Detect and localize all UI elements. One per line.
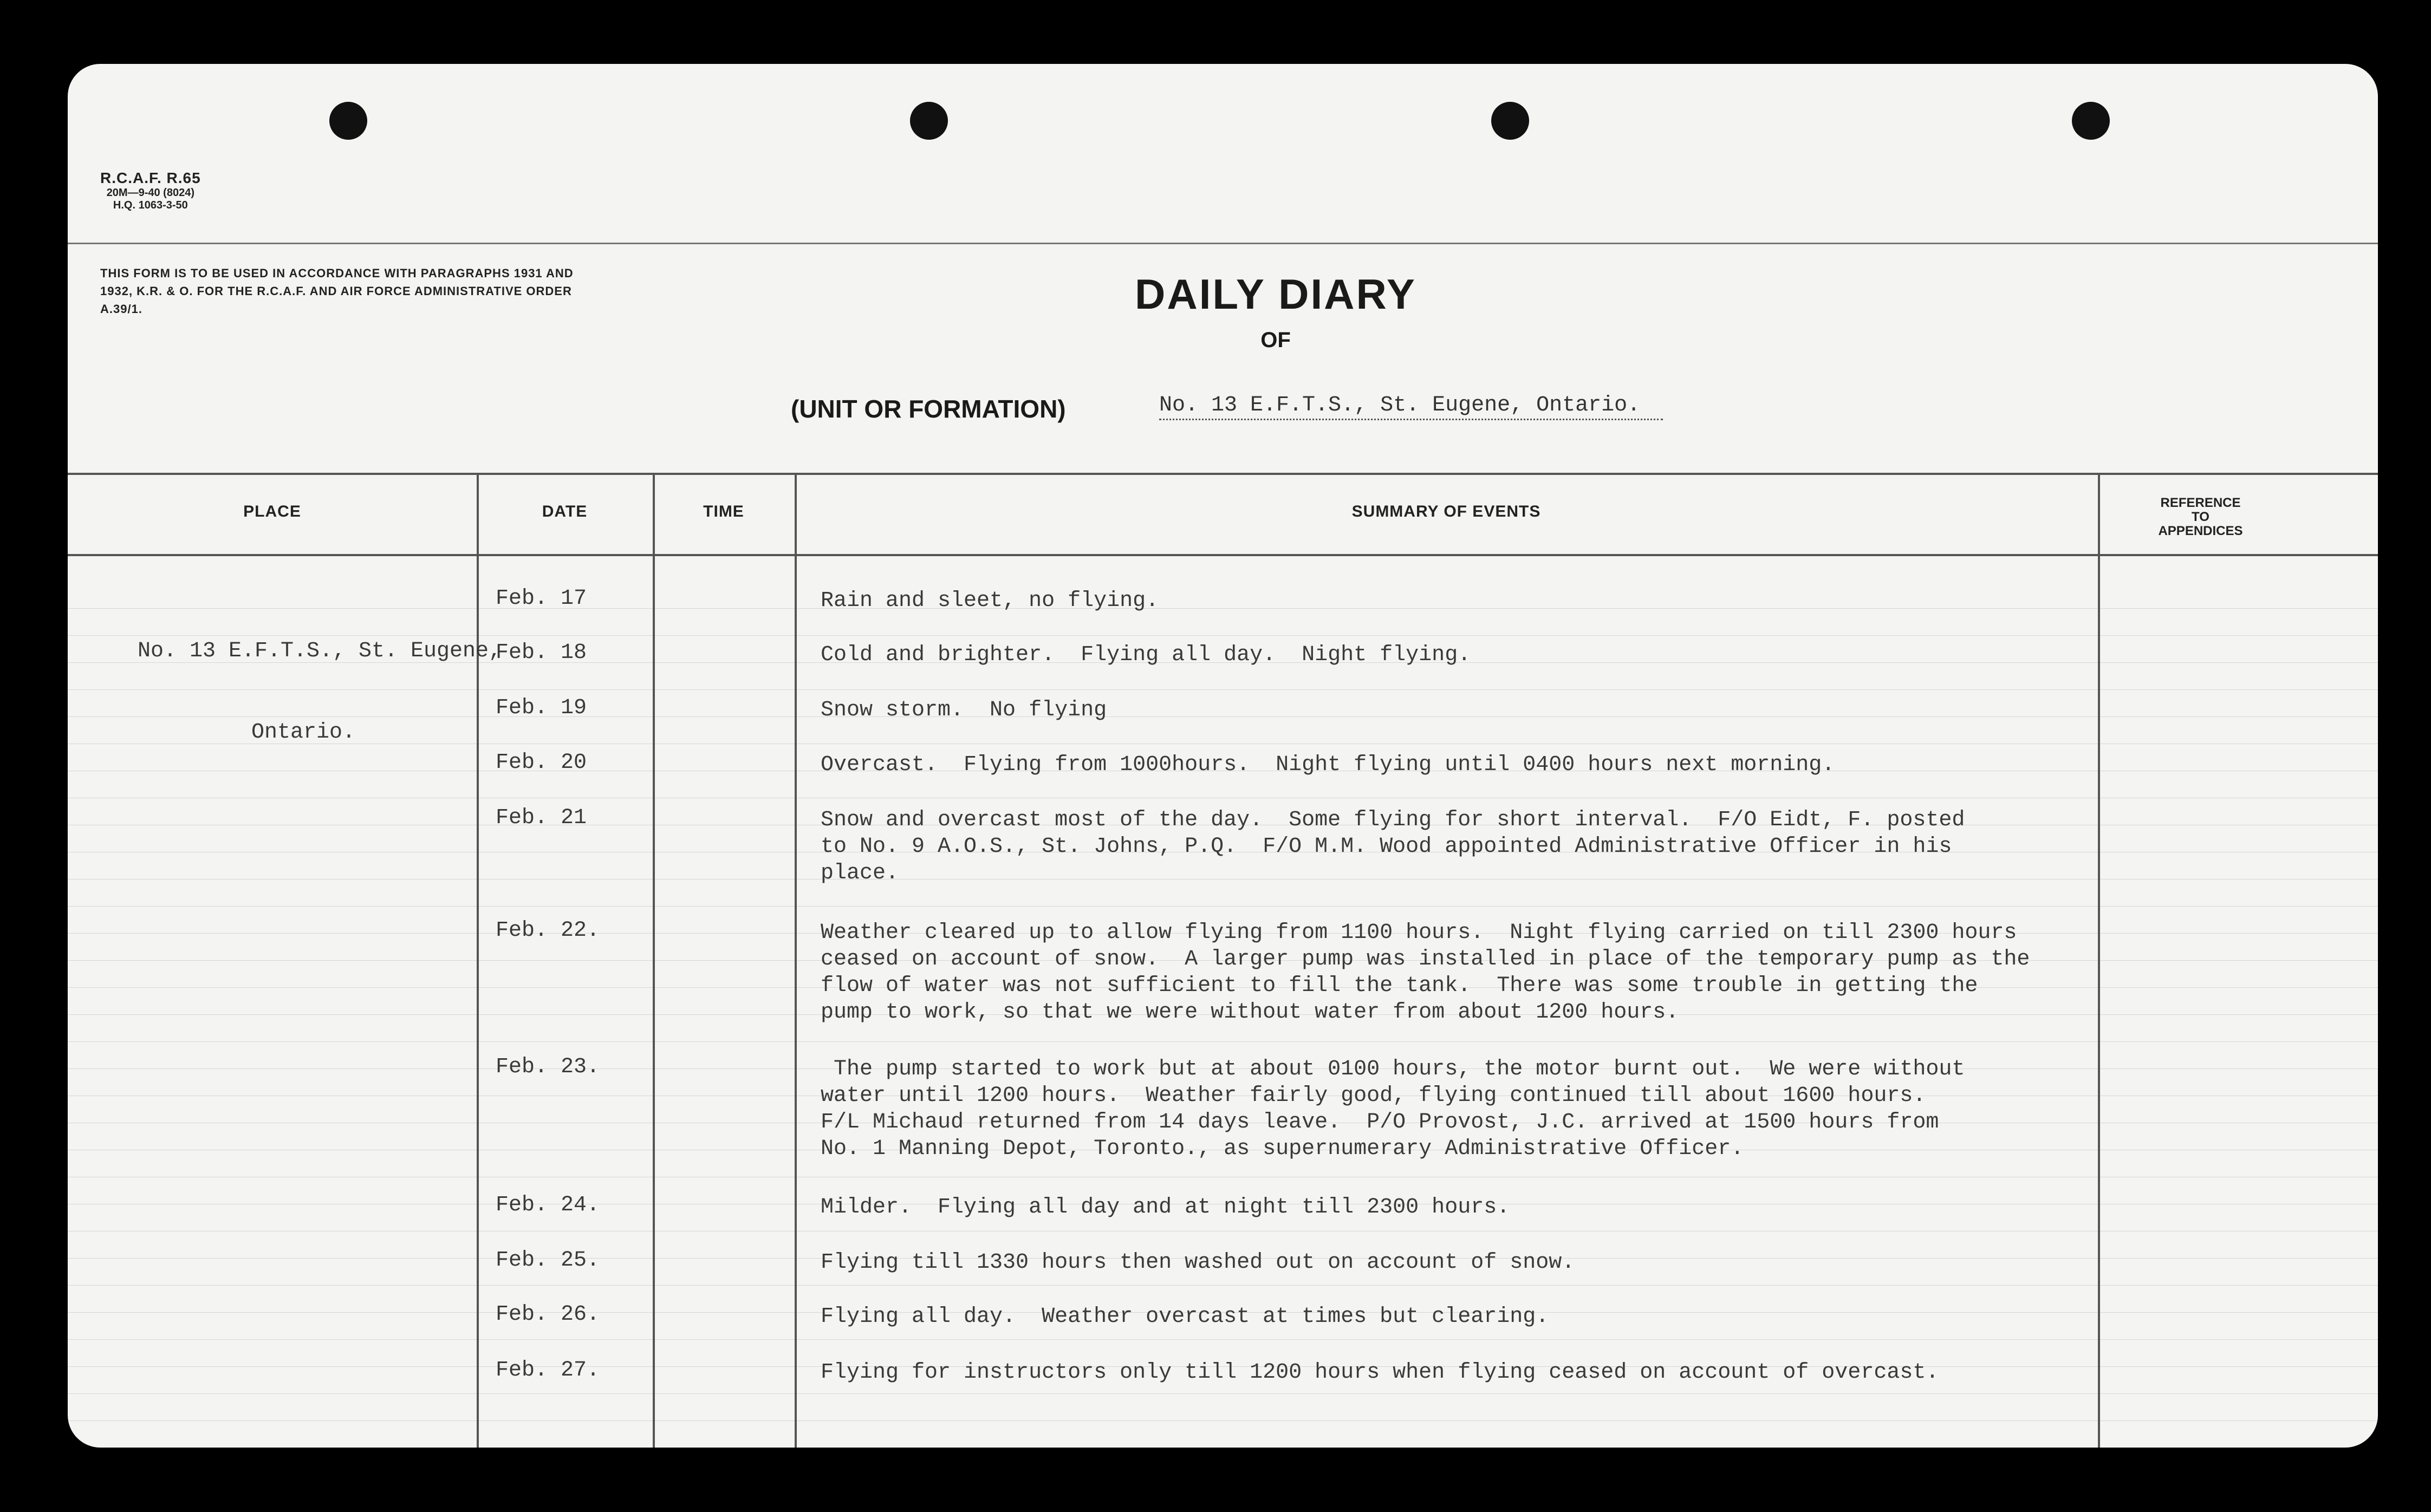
form-code (100, 170, 201, 212)
summary-line: Snow storm. No flying (821, 698, 1107, 722)
punch-hole-icon (1491, 102, 1529, 140)
entry-summary (821, 807, 1965, 887)
summary-line: place. (821, 861, 899, 885)
entry-date: Feb. 20 (496, 751, 587, 775)
page-title: DAILY DIARY (1135, 270, 1416, 318)
place-line: Ontario. (251, 720, 356, 745)
form-instructions: THIS FORM IS TO BE USED IN ACCORDANCE WITH PARAGRAPHS 1931 AND 1932, K.R. & O. FOR THE R.C.A.F. AND AIR FORCE ADMINISTRATIVE ORDER A.39/1. (100, 266, 574, 316)
summary-line: Overcast. Flying from 1000hours. Night flying until 0400 hours next morning. (821, 753, 1835, 777)
diary-form-card (68, 64, 2378, 1448)
summary-line: Weather cleared up to allow flying from 1100 hours. Night flying carried on till 2300 hours (821, 921, 2017, 945)
entry-date: Feb. 18 (496, 641, 587, 665)
summary-line: to No. 9 A.O.S., St. Johns, P.Q. F/O M.M. Wood appointed Administrative Officer in his (821, 835, 1952, 859)
table-top-border (68, 473, 2378, 475)
form-code-line: R.C.A.F. R.65 (100, 170, 201, 186)
column-divider-time-summary (795, 473, 797, 1448)
summary-line: Flying till 1330 hours then washed out on account of snow. (821, 1250, 1575, 1275)
entry-date: Feb. 26. (496, 1302, 600, 1327)
summary-line: ceased on account of snow. A larger pump was installed in place of the temporary pump as the (821, 947, 2030, 972)
summary-line: Flying all day. Weather overcast at times but clearing. (821, 1305, 1549, 1329)
entry-summary (821, 588, 1159, 614)
entry-date: Feb. 19 (496, 696, 587, 720)
ruled-line (68, 906, 2378, 907)
column-header-summary: SUMMARY OF EVENTS (1351, 503, 1541, 520)
entry-date: Feb. 24. (496, 1193, 600, 1217)
entry-date: Feb. 17 (496, 586, 587, 611)
unit-label: (UNIT OR FORMATION) (791, 395, 1066, 423)
form-code-line: H.Q. 1063-3-50 (113, 199, 188, 211)
summary-line: Cold and brighter. Flying all day. Night flying. (821, 643, 1471, 667)
form-code-line: 20M—9-40 (8024) (106, 187, 194, 199)
column-header-place: PLACE (243, 503, 301, 520)
column-divider-summary-reference (2098, 473, 2100, 1448)
place-entry (92, 584, 547, 800)
table-header-border (68, 554, 2378, 556)
ruled-line (68, 1393, 2378, 1394)
entry-summary (821, 1249, 1575, 1276)
entry-summary (821, 920, 2030, 1026)
summary-line: Flying for instructors only till 1200 hours when flying ceased on account of overcast. (821, 1360, 1939, 1385)
unit-value: No. 13 E.F.T.S., St. Eugene, Ontario. (1159, 393, 1663, 420)
ruled-line (68, 1285, 2378, 1286)
summary-line: F/L Michaud returned from 14 days leave. P/O Provost, J.C. arrived at 1500 hours from (821, 1110, 1939, 1135)
column-header-reference (2104, 496, 2297, 538)
entry-summary (821, 697, 1107, 724)
header-divider (68, 243, 2378, 244)
summary-line: pump to work, so that we were without water from about 1200 hours. (821, 1000, 1679, 1025)
entry-summary (821, 642, 1471, 668)
entry-date: Feb. 25. (496, 1248, 600, 1273)
summary-line: The pump started to work but at about 0100 hours, the motor burnt out. We were without (821, 1057, 1965, 1081)
entry-summary (821, 1056, 1965, 1162)
summary-line: Snow and overcast most of the day. Some flying for short interval. F/O Eidt, F. posted (821, 808, 1965, 832)
ruled-line (68, 1041, 2378, 1042)
ruled-line (68, 1339, 2378, 1340)
entry-date: Feb. 27. (496, 1358, 600, 1383)
punch-hole-icon (910, 102, 948, 140)
entry-date: Feb. 22. (496, 918, 600, 943)
entry-summary (821, 1359, 1939, 1386)
reference-header-line: REFERENCE (2160, 496, 2241, 510)
summary-line: No. 1 Manning Depot, Toronto., as supernumerary Administrative Officer. (821, 1137, 1744, 1161)
ruled-line (68, 1420, 2378, 1421)
entry-summary (821, 1304, 1549, 1330)
column-divider-date-time (653, 473, 655, 1448)
entry-summary (821, 752, 1835, 778)
entry-summary (821, 1194, 1510, 1221)
entry-date: Feb. 21 (496, 806, 587, 830)
summary-line: Milder. Flying all day and at night till 2300 hours. (821, 1195, 1510, 1220)
summary-line: flow of water was not sufficient to fill the tank. There was some trouble in getting the (821, 974, 1978, 998)
reference-header-line: TO (2192, 510, 2209, 524)
column-header-time: TIME (703, 503, 744, 520)
column-header-date: DATE (542, 503, 588, 520)
punch-hole-icon (329, 102, 367, 140)
punch-hole-icon (2072, 102, 2110, 140)
reference-header-line: APPENDICES (2158, 524, 2243, 538)
title-of: OF (1260, 328, 1291, 352)
entry-date: Feb. 23. (496, 1055, 600, 1079)
place-line: No. 13 E.F.T.S., St. Eugene, (137, 639, 502, 663)
summary-line: Rain and sleet, no flying. (821, 589, 1159, 613)
summary-line: water until 1200 hours. Weather fairly good, flying continued till about 1600 hours. (821, 1084, 1926, 1108)
